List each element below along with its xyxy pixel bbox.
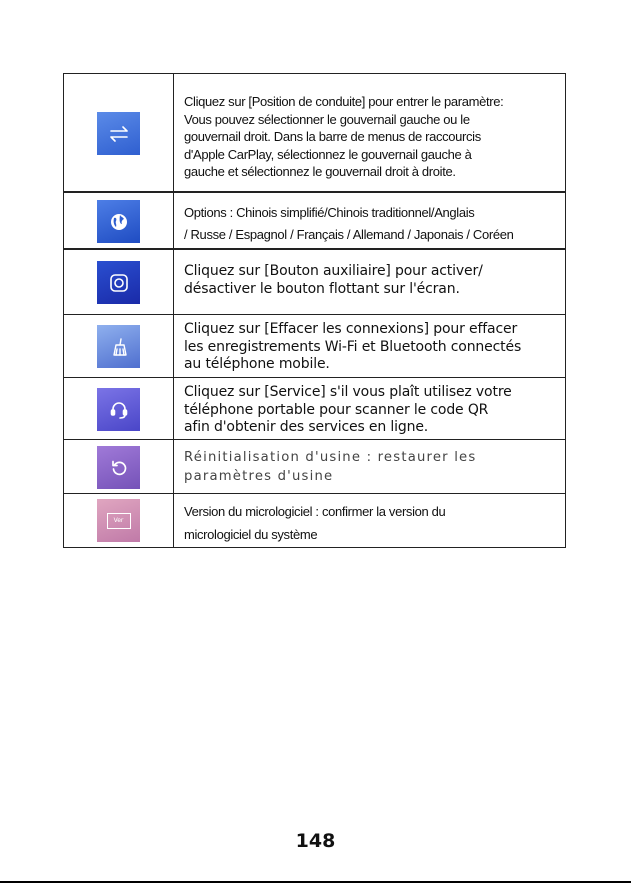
assistive-button-icon bbox=[97, 261, 140, 304]
page-number: 148 bbox=[295, 830, 336, 852]
table-row-service bbox=[64, 378, 565, 440]
settings-table bbox=[63, 73, 566, 548]
icon-cell bbox=[64, 250, 174, 314]
row-description: Cliquez sur [Position de conduite] pour entrer le paramètre: Vous pouvez sélectionner le gouvernail gauche ou le gouvernail droit. Dans la barre de menus de raccourcis d'Apple CarPlay, sélectionnez le gouvernail gauche à gauche et sélectionnez le gouvernail droit à droite. bbox=[184, 94, 504, 179]
table-row-factory-reset bbox=[64, 440, 565, 494]
row-description: Cliquez sur [Service] s'il vous plaît utilisez votre téléphone portable pour scanner le code QR afin d'obtenir des services en ligne. bbox=[184, 384, 512, 435]
icon-cell bbox=[64, 74, 174, 191]
icon-cell bbox=[64, 315, 174, 377]
row-description: Options : Chinois simplifié/Chinois traditionnel/Anglais / Russe / Espagnol / Français / Allemand / Japonais / Coréen bbox=[184, 205, 514, 242]
icon-cell bbox=[64, 193, 174, 248]
broom-icon bbox=[97, 325, 140, 368]
table-row-driving-position bbox=[64, 74, 565, 193]
table-row-clear-connections bbox=[64, 315, 565, 378]
row-description: Cliquez sur [Bouton auxiliaire] pour activer/ désactiver le bouton flottant sur l'écran. bbox=[184, 263, 483, 297]
version-icon-frame bbox=[107, 513, 131, 529]
icon-cell bbox=[64, 440, 174, 493]
icon-cell bbox=[64, 494, 174, 547]
row-description: Réinitialisation d'usine : restaurer les paramètres d'usine bbox=[184, 450, 477, 484]
row-description: Cliquez sur [Effacer les connexions] pour effacer les enregistrements Wi-Fi et Bluetooth connectés au téléphone mobile. bbox=[184, 321, 522, 372]
swap-arrows-icon bbox=[97, 112, 140, 155]
table-row-firmware-version bbox=[64, 494, 565, 547]
reset-icon bbox=[97, 446, 140, 489]
version-icon-label: Ver bbox=[113, 516, 124, 524]
globe-icon bbox=[97, 200, 140, 243]
table-row-assistive-button bbox=[64, 250, 565, 315]
table-row-language bbox=[64, 193, 565, 250]
icon-cell bbox=[64, 378, 174, 439]
version-icon bbox=[97, 499, 140, 542]
headset-icon bbox=[97, 388, 140, 431]
row-description: Version du micrologiciel : confirmer la version du micrologiciel du système bbox=[184, 504, 446, 542]
